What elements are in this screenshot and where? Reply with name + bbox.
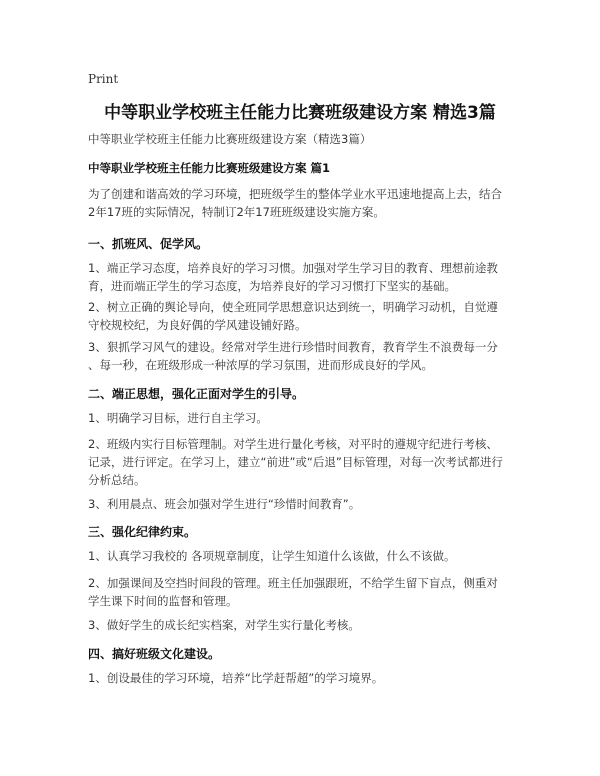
intro-line: 2年17班的实际情况，特制订2年17班班级建设实施方案。	[88, 205, 385, 219]
paragraph-line: 2、班级内实行目标管理制。对学生进行量化考核，对平时的遵规守纪进行考核、	[88, 437, 498, 451]
paragraph-line: 守校规校纪，为良好偶的学风建设铺好路。	[88, 318, 307, 332]
paragraph-line: 、每一秒，在班级形成一种浓厚的学习氛围，进而形成良好的学风。	[88, 358, 433, 372]
section-heading: 一、抓班风、促学风。	[88, 237, 209, 251]
paragraph-line: 记录，进行评定。在学习上，建立“前进”或“后退”目标管理，对每一次考试都进行	[88, 455, 503, 469]
paragraph-line: 2、加强课间及空挡时间段的管理。班主任加强跟班，不给学生留下盲点，侧重对	[88, 576, 498, 590]
paragraph-line: 1、认真学习我校的 各项规章制度，让学生知道什么该做，什么不该做。	[88, 549, 456, 563]
section-heading: 四、搞好班级文化建设。	[88, 647, 221, 661]
paragraph-line: 分析总结。	[88, 473, 146, 487]
paragraph-line: 3、利用晨点、班会加强对学生进行“珍惜时间教育”。	[88, 497, 361, 511]
paragraph-line: 1、端正学习态度，培养良好的学习习惯。加强对学生学习目的教育、理想前途教	[88, 261, 498, 275]
page-title: 中等职业学校班主任能力比赛班级建设方案 精选3篇	[104, 103, 496, 123]
subtitle: 中等职业学校班主任能力比赛班级建设方案（精选3篇）	[88, 132, 372, 146]
print-link[interactable]: Print	[88, 72, 119, 86]
paragraph-line: 3、狠抓学习风气的建设。经常对学生进行珍惜时间教育，教育学生不浪费每一分	[88, 340, 498, 354]
paragraph-line: 1、创设最佳的学习环境，培养“比学赶帮超”的学习境界。	[88, 671, 384, 685]
paragraph-line: 3、做好学生的成长纪实档案，对学生实行量化考核。	[88, 618, 360, 632]
paragraph-line: 学生课下时间的监督和管理。	[88, 594, 238, 608]
section-heading: 三、强化纪律约束。	[88, 525, 197, 539]
section-heading: 二、端正思想，强化正面对学生的引导。	[88, 387, 305, 401]
intro-line: 为了创建和谐高效的学习环境，把班级学生的整体学业水平迅速地提高上去，结合	[88, 187, 502, 201]
paragraph-line: 育，进而端正学生的学习态度，为培养良好的学习习惯打下坚实的基础。	[88, 279, 456, 293]
paragraph-line: 1、明确学习目标，进行自主学习。	[88, 411, 268, 425]
paragraph-line: 2、树立正确的舆论导向，使全班同学思想意识达到统一，明确学习动机，自觉遵	[88, 300, 498, 314]
article-heading: 中等职业学校班主任能力比赛班级建设方案 篇1	[88, 161, 331, 175]
